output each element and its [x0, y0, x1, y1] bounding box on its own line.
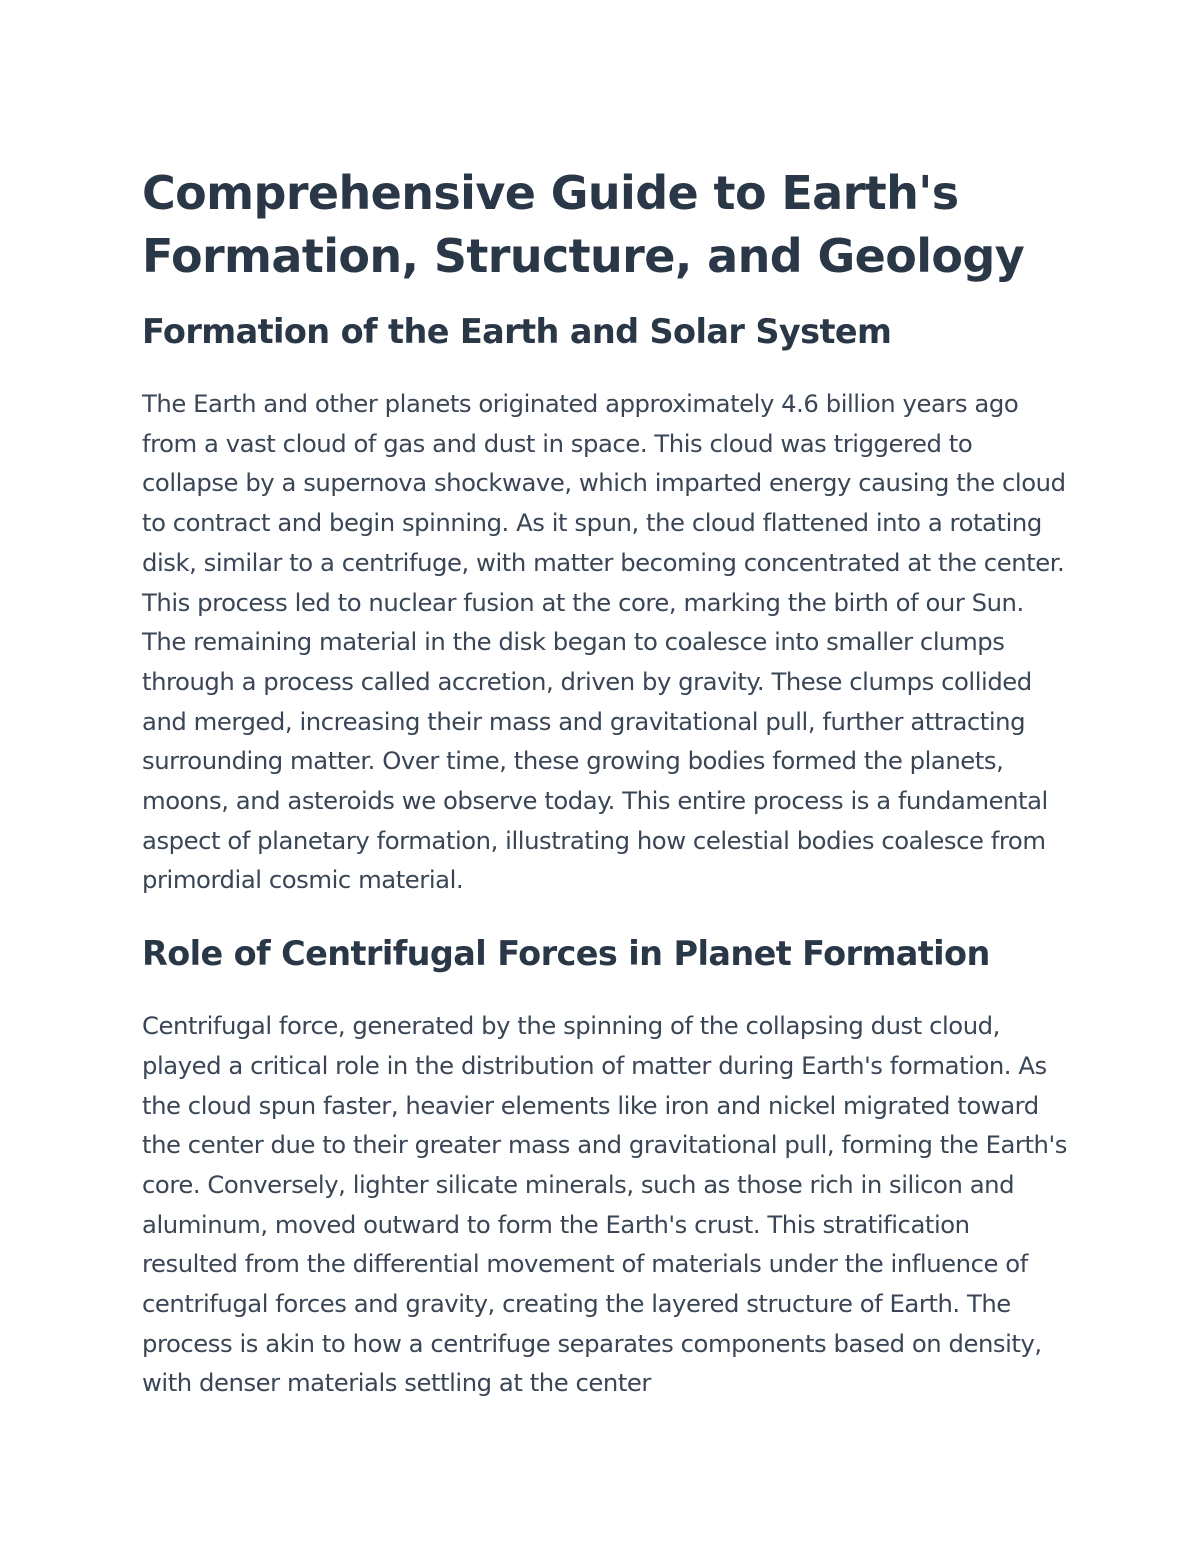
- section-body: The Earth and other planets originated approximately 4.6 billion years ago from a vast cloud of gas and dust in space. This cloud was triggered to collapse by a supernova shockwave, which imparted energy causing the cloud to contract and begin spinning. As it spun, the cloud flattened into a rotating disk, similar to a centrifuge, with matter becoming concentrated at the center. This process led to nuclear fusion at the core, marking the birth of our Sun. The remaining material in the disk began to coalesce into smaller clumps through a process called accretion, driven by gravity. These clumps collided and merged, increasing their mass and gravitational pull, further attracting surrounding matter. Over time, these growing bodies formed the planets, moons, and asteroids we observe today. This entire process is a fundamental aspect of planetary formation, illustrating how celestial bodies coalesce from primordial cosmic material.: [142, 389, 1066, 895]
- section-body: Centrifugal force, generated by the spinning of the collapsing dust cloud, played a critical role in the distribution of matter during Earth's formation. As the cloud spun faster, heavier elements like iron and nickel migrated toward the center due to their greater mass and gravitational pull, forming the Earth's core. Conversely, lighter silicate minerals, such as those rich in silicon and aluminum, moved outward to form the Earth's crust. This stratification resulted from the differential movement of materials under the influence of centrifugal forces and gravity, creating the layered structure of Earth. The process is akin to how a centrifuge separates components based on density, with denser materials settling at the center: [142, 1011, 1067, 1398]
- section-heading: Role of Centrifugal Forces in Planet Formation: [142, 934, 990, 974]
- section-heading: Formation of the Earth and Solar System: [142, 312, 892, 351]
- section-centrifugal-forces: [142, 932, 1072, 1403]
- document-title: Comprehensive Guide to Earth's Formation, Structure, and Geology: [142, 166, 1025, 283]
- section-formation: [142, 310, 1072, 900]
- document-page: [142, 162, 1072, 1435]
